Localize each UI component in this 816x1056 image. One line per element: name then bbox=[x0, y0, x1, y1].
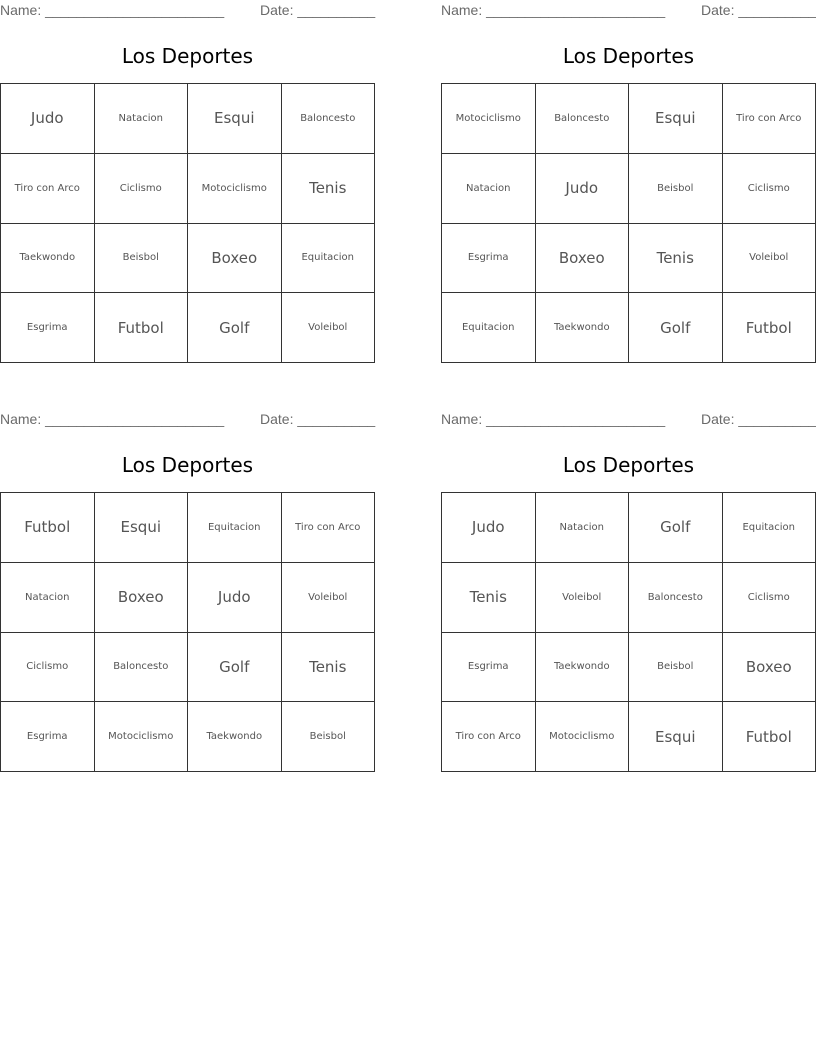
grid-cell: Judo bbox=[536, 154, 630, 224]
grid-cell: Beisbol bbox=[95, 224, 189, 294]
grid-cell: Tenis bbox=[282, 154, 376, 224]
grid-cell: Voleibol bbox=[282, 293, 376, 363]
name-field-label: Name: _______________________ bbox=[0, 411, 225, 427]
grid-cell: Natacion bbox=[442, 154, 536, 224]
grid-cell: Baloncesto bbox=[95, 633, 189, 703]
grid-cell: Esgrima bbox=[442, 224, 536, 294]
grid-cell: Golf bbox=[629, 293, 723, 363]
grid-cell: Motociclismo bbox=[442, 84, 536, 154]
grid-cell: Esqui bbox=[629, 702, 723, 772]
grid-cell: Beisbol bbox=[282, 702, 376, 772]
grid-cell: Tenis bbox=[629, 224, 723, 294]
grid-cell: Equitacion bbox=[723, 493, 816, 563]
grid-cell: Ciclismo bbox=[723, 563, 816, 633]
name-field-label: Name: _______________________ bbox=[441, 2, 666, 18]
grid-cell: Equitacion bbox=[282, 224, 376, 294]
bingo-grid bbox=[0, 492, 375, 772]
date-field-label: Date: __________ bbox=[701, 2, 816, 18]
grid-cell: Esqui bbox=[95, 493, 189, 563]
grid-cell: Natacion bbox=[95, 84, 189, 154]
grid-cell: Judo bbox=[1, 84, 95, 154]
grid-cell: Motociclismo bbox=[536, 702, 630, 772]
bingo-card-2 bbox=[441, 0, 816, 365]
name-field-label: Name: _______________________ bbox=[0, 2, 225, 18]
grid-cell: Baloncesto bbox=[536, 84, 630, 154]
grid-cell: Beisbol bbox=[629, 633, 723, 703]
grid-cell: Futbol bbox=[723, 293, 816, 363]
grid-cell: Ciclismo bbox=[95, 154, 189, 224]
bingo-grid bbox=[0, 83, 375, 363]
bingo-grid bbox=[441, 492, 816, 772]
grid-cell: Motociclismo bbox=[95, 702, 189, 772]
bingo-card-4 bbox=[441, 409, 816, 774]
name-field-label: Name: _______________________ bbox=[441, 411, 666, 427]
grid-cell: Natacion bbox=[1, 563, 95, 633]
grid-cell: Natacion bbox=[536, 493, 630, 563]
grid-cell: Tenis bbox=[442, 563, 536, 633]
grid-cell: Golf bbox=[188, 293, 282, 363]
grid-cell: Judo bbox=[442, 493, 536, 563]
grid-cell: Boxeo bbox=[95, 563, 189, 633]
grid-cell: Tiro con Arco bbox=[282, 493, 376, 563]
grid-cell: Esqui bbox=[629, 84, 723, 154]
grid-cell: Taekwondo bbox=[536, 293, 630, 363]
bingo-grid bbox=[441, 83, 816, 363]
date-field-label: Date: __________ bbox=[260, 411, 376, 427]
date-field-label: Date: __________ bbox=[701, 411, 816, 427]
grid-cell: Baloncesto bbox=[629, 563, 723, 633]
grid-cell: Motociclismo bbox=[188, 154, 282, 224]
grid-cell: Golf bbox=[188, 633, 282, 703]
grid-cell: Esgrima bbox=[442, 633, 536, 703]
grid-cell: Esqui bbox=[188, 84, 282, 154]
grid-cell: Equitacion bbox=[188, 493, 282, 563]
grid-cell: Voleibol bbox=[723, 224, 816, 294]
grid-cell: Tiro con Arco bbox=[442, 702, 536, 772]
card-title: Los Deportes bbox=[562, 453, 695, 477]
grid-cell: Futbol bbox=[1, 493, 95, 563]
grid-cell: Ciclismo bbox=[723, 154, 816, 224]
grid-cell: Golf bbox=[629, 493, 723, 563]
grid-cell: Judo bbox=[188, 563, 282, 633]
bingo-card-3 bbox=[0, 409, 375, 774]
grid-cell: Boxeo bbox=[188, 224, 282, 294]
card-title: Los Deportes bbox=[121, 453, 254, 477]
grid-cell: Tiro con Arco bbox=[723, 84, 816, 154]
card-title: Los Deportes bbox=[562, 44, 695, 68]
grid-cell: Esgrima bbox=[1, 702, 95, 772]
grid-cell: Voleibol bbox=[536, 563, 630, 633]
grid-cell: Boxeo bbox=[723, 633, 816, 703]
grid-cell: Voleibol bbox=[282, 563, 376, 633]
bingo-card-1 bbox=[0, 0, 375, 365]
grid-cell: Ciclismo bbox=[1, 633, 95, 703]
grid-cell: Futbol bbox=[723, 702, 816, 772]
grid-cell: Taekwondo bbox=[1, 224, 95, 294]
grid-cell: Boxeo bbox=[536, 224, 630, 294]
date-field-label: Date: __________ bbox=[260, 2, 376, 18]
card-title: Los Deportes bbox=[121, 44, 254, 68]
grid-cell: Taekwondo bbox=[188, 702, 282, 772]
grid-cell: Beisbol bbox=[629, 154, 723, 224]
grid-cell: Taekwondo bbox=[536, 633, 630, 703]
grid-cell: Equitacion bbox=[442, 293, 536, 363]
grid-cell: Esgrima bbox=[1, 293, 95, 363]
grid-cell: Futbol bbox=[95, 293, 189, 363]
grid-cell: Tenis bbox=[282, 633, 376, 703]
grid-cell: Tiro con Arco bbox=[1, 154, 95, 224]
grid-cell: Baloncesto bbox=[282, 84, 376, 154]
